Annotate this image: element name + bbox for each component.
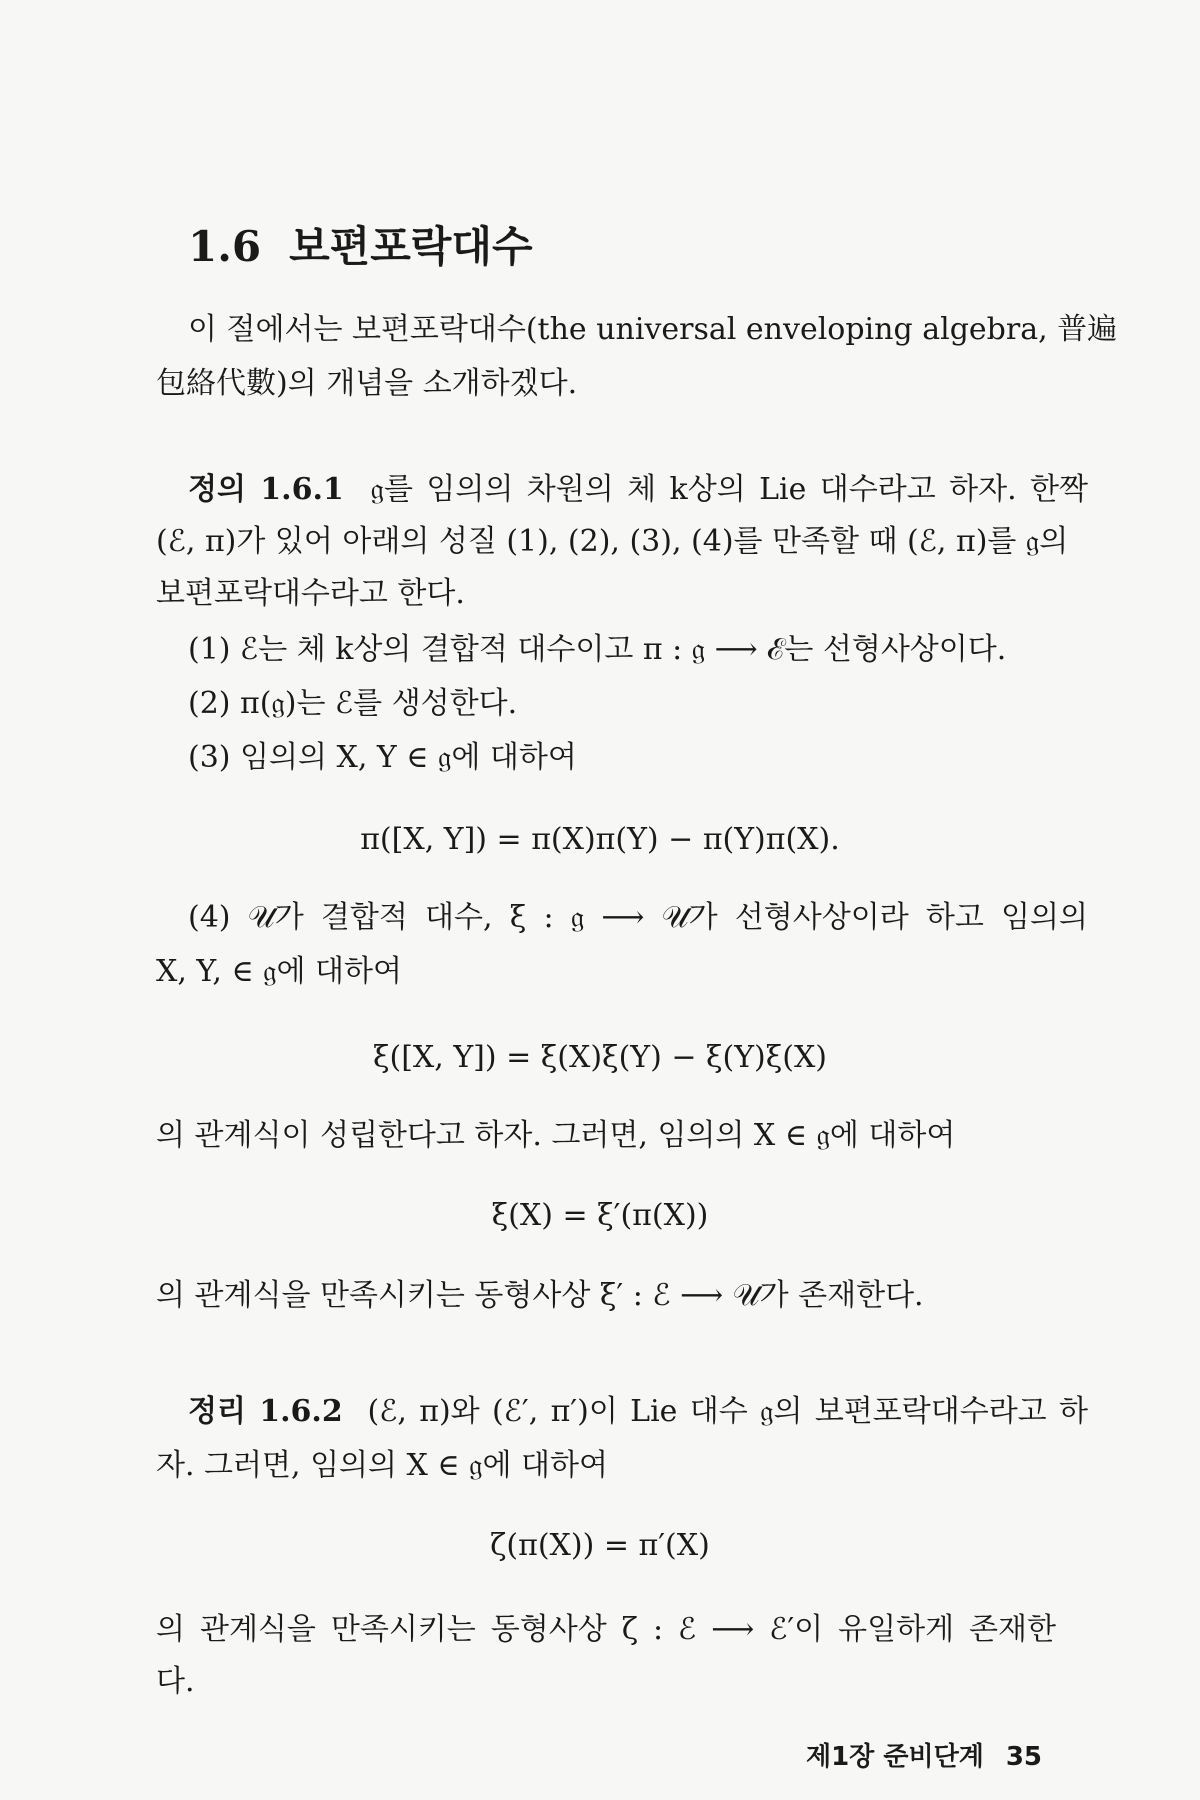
theorem-label: 정리 1.6.2 — [188, 1394, 343, 1429]
definition-label: 정의 1.6.1 — [188, 472, 344, 507]
definition-item-4-line-2: X, Y, ∈ 𝔤에 대하여 — [156, 954, 402, 989]
intro-line-1: 이 절에서는 보편포락대수(the universal enveloping algebra, 普遍 — [188, 312, 1118, 347]
definition-item-2: (2) π(𝔤)는 ℰ를 생성한다. — [188, 686, 518, 721]
definition-line-2: (ℰ, π)가 있어 아래의 성질 (1), (2), (3), (4)를 만족할 때 (ℰ, π)를 𝔤의 — [156, 524, 1069, 559]
page-footer — [806, 1736, 1042, 1773]
equation-1: π([X, Y]) = π(X)π(Y) − π(Y)π(X). — [360, 822, 840, 857]
definition-item-3: (3) 임의의 X, Y ∈ 𝔤에 대하여 — [188, 740, 577, 775]
definition-line-5: 의 관계식을 만족시키는 동형사상 ξ′ : ℰ ⟶ 𝒰가 존재한다. — [156, 1278, 924, 1313]
theorem-equation: ζ(π(X)) = π′(X) — [490, 1528, 710, 1563]
page-number: 35 — [1005, 1742, 1042, 1772]
theorem-text-1: (ℰ, π)와 (ℰ′, π′)이 Lie 대수 𝔤의 보편포락대수라고 하 — [367, 1394, 1089, 1429]
theorem-line-2: 자. 그러면, 임의의 X ∈ 𝔤에 대하여 — [156, 1448, 608, 1483]
footer-chapter: 제1장 준비단계 — [805, 1742, 984, 1772]
equation-3: ξ(X) = ξ′(π(X)) — [491, 1198, 709, 1233]
theorem-line-4: 다. — [156, 1664, 195, 1699]
intro-line-2: 包絡代數)의 개념을 소개하겠다. — [156, 366, 578, 401]
theorem-line-3: 의 관계식을 만족시키는 동형사상 ζ : ℰ ⟶ ℰ′이 유일하게 존재한 — [156, 1612, 1056, 1647]
definition-line-4: 의 관계식이 성립한다고 하자. 그러면, 임의의 X ∈ 𝔤에 대하여 — [156, 1118, 956, 1153]
section-number: 1.6 — [188, 222, 262, 271]
definition-item-1: (1) ℰ는 체 k상의 결합적 대수이고 π : 𝔤 ⟶ ℰ는 선형사상이다. — [188, 632, 1007, 667]
definition-line-3: 보편포락대수라고 한다. — [156, 576, 465, 611]
definition-text-1: 𝔤를 임의의 차원의 체 k상의 Lie 대수라고 하자. 한짝 — [370, 472, 1088, 507]
definition-item-4-line-1: (4) 𝒰가 결합적 대수, ξ : 𝔤 ⟶ 𝒰가 선형사상이라 하고 임의의 — [188, 900, 1088, 935]
section-title: 보편포락대수 — [289, 222, 533, 271]
definition-line-1 — [188, 470, 1088, 510]
section-heading — [188, 222, 533, 272]
theorem-line-1 — [188, 1392, 1088, 1432]
equation-2: ξ([X, Y]) = ξ(X)ξ(Y) − ξ(Y)ξ(X) — [372, 1040, 828, 1075]
